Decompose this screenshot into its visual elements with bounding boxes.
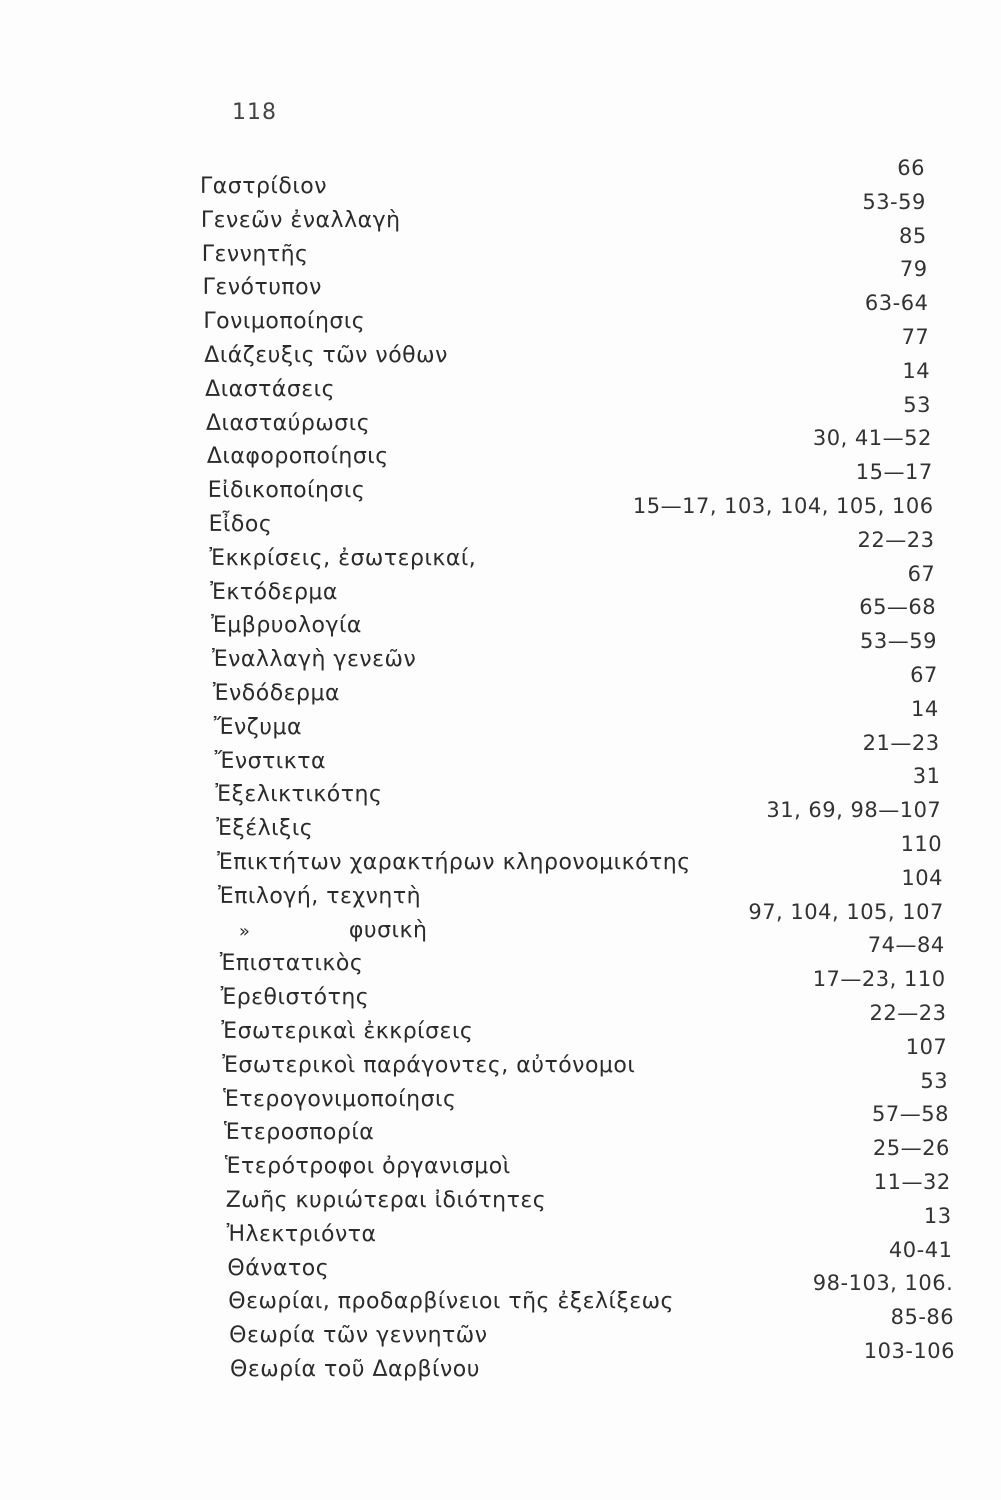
index-entry xyxy=(0,325,1001,368)
index-entry xyxy=(0,629,1001,673)
index-term: Γαστρίδιον xyxy=(200,174,328,199)
index-pages: 14 xyxy=(910,696,939,721)
index-pages: 17—23, 110 xyxy=(812,967,946,992)
index-term: Διασταύρωσις xyxy=(206,410,371,436)
index-term: Θεωρία τῶν γεννητῶν xyxy=(229,1323,488,1349)
index-term: Ἑτεροσπορία xyxy=(224,1120,375,1146)
index-entry xyxy=(0,1034,1001,1078)
index-entry xyxy=(0,426,1001,470)
index-entry xyxy=(0,1102,1001,1146)
index-pages: 15—17 xyxy=(855,460,933,485)
index-entry xyxy=(0,663,1001,706)
index-entry xyxy=(0,832,1001,875)
index-entry xyxy=(0,1203,1001,1247)
index-term: Ἐναλλαγὴ γενεῶν xyxy=(212,647,417,673)
index-entry xyxy=(0,967,1001,1011)
index-pages: 103-106 xyxy=(863,1339,955,1363)
index-pages: 53 xyxy=(920,1068,949,1093)
index-pages: 97, 104, 105, 107 xyxy=(748,899,944,924)
index-entry xyxy=(0,358,1001,402)
index-pages: 40-41 xyxy=(888,1237,953,1262)
index-entry xyxy=(0,899,1001,943)
index-pages: 107 xyxy=(905,1034,948,1059)
index-term: Γενεῶν ἐναλλαγὴ xyxy=(200,207,401,233)
index-pages: 14 xyxy=(902,358,931,383)
index-pages: 67 xyxy=(907,561,936,586)
index-pages: 25—26 xyxy=(872,1136,950,1161)
index-term: Ἠλεκτριόντα xyxy=(226,1221,377,1247)
index-term: Ἐπικτήτων χαρακτήρων κληρονομικότης xyxy=(217,850,691,875)
index-pages: 66 xyxy=(897,156,925,180)
index-pages: 53 xyxy=(903,392,931,417)
index-term: Ἐμβρυολογία xyxy=(211,613,362,639)
index-entry xyxy=(0,1339,1001,1382)
index-pages: 104 xyxy=(901,865,943,890)
index-pages: 30, 41—52 xyxy=(812,426,932,451)
ditto-mark: » xyxy=(238,920,251,942)
index-entry xyxy=(0,730,1001,774)
index-term: Γεννητῆς xyxy=(201,241,309,267)
index-term: Ἐξελικτικότης xyxy=(215,782,383,808)
index-term: Ἑτερότροφοι ὀργανισμοὶ xyxy=(224,1154,511,1180)
index-pages: 98-103, 106. xyxy=(812,1271,954,1296)
index-pages: 53—59 xyxy=(860,629,937,654)
index-entry xyxy=(0,1271,1001,1315)
index-term: Ἔνστικτα xyxy=(214,748,326,774)
index-pages: 15—17, 103, 104, 105, 106 xyxy=(632,494,934,518)
index-entry xyxy=(0,561,1001,605)
index-pages: 74—84 xyxy=(867,933,945,958)
index-pages: 31 xyxy=(912,764,941,789)
index-term: Διάζευξις τῶν νόθων xyxy=(204,343,448,368)
index-pages: 57—58 xyxy=(872,1102,949,1127)
index-pages: 11—32 xyxy=(873,1170,951,1194)
index-term: Ἐκτόδερμα xyxy=(210,579,338,605)
index-entry xyxy=(0,189,1001,233)
index-term: Ἐπιλογή, τεχνητὴ xyxy=(218,883,422,909)
index-term: Εἰδικοποίησις xyxy=(207,478,366,504)
index-term: Ἐξέλιξις xyxy=(216,816,314,842)
index-term: Ἔνζυμα xyxy=(213,714,302,740)
index-term: Ἐπιστατικὸς xyxy=(219,951,364,977)
index-term: Γονιμοποίησις xyxy=(203,309,366,335)
index-entry xyxy=(0,696,1001,740)
index-pages: 63-64 xyxy=(864,291,929,316)
index-term: Ἐρεθιστότης xyxy=(220,985,370,1011)
index-pages: 77 xyxy=(901,325,930,349)
index-term: Εἶδος xyxy=(208,512,273,537)
page-number: 118 xyxy=(232,100,277,125)
index-entry xyxy=(0,527,1001,571)
index-entry xyxy=(0,798,1001,842)
index-term: Ἐσωτερικαὶ ἐκκρίσεις xyxy=(221,1019,474,1044)
index-term: Διαστάσεις xyxy=(205,376,336,402)
index-pages: 31, 69, 98—107 xyxy=(766,798,942,823)
index-entry xyxy=(0,1068,1001,1112)
index-pages: 21—23 xyxy=(862,730,940,755)
index-term: Διαφοροποίησις xyxy=(206,444,389,470)
index-pages: 13 xyxy=(923,1203,952,1228)
index-term: Ζωῆς κυριώτεραι ἰδιότητες xyxy=(225,1188,547,1213)
index-pages: 85-86 xyxy=(890,1305,955,1330)
index-pages: 67 xyxy=(910,663,938,687)
index-entry xyxy=(0,595,1001,639)
index-term: Θεωρία τοῦ Δαρβίνου xyxy=(230,1357,480,1382)
index-entry xyxy=(0,291,1001,335)
index-pages: 53-59 xyxy=(862,189,926,214)
index-entry xyxy=(0,1170,1001,1213)
index-term: Θεωρίαι, προδαρβίνειοι τῆς ἐξελίξεως xyxy=(228,1289,674,1315)
index-term: Γενότυπον xyxy=(202,275,322,301)
index-entry xyxy=(0,1001,1001,1044)
index-term: Θάνατος xyxy=(227,1255,330,1281)
index-term: Ἑτερογονιμοποίησις xyxy=(223,1086,457,1112)
index-term: Ἐσωτερικοὶ παράγοντες, αὐτόνομοι xyxy=(222,1052,636,1078)
index-term-text: φυσικὴ xyxy=(348,917,428,943)
index-entry xyxy=(0,494,1001,537)
index-entry xyxy=(0,1136,1001,1180)
index-pages: 65—68 xyxy=(859,595,937,620)
index-pages: 79 xyxy=(899,257,928,282)
index-pages: 85 xyxy=(898,223,927,248)
index-entry xyxy=(0,223,1001,267)
index-term: Ἐκκρίσεις, ἐσωτερικαί, xyxy=(209,545,477,571)
index-entry xyxy=(0,1305,1001,1349)
index-entry xyxy=(0,156,1001,199)
index-pages: 110 xyxy=(900,832,943,856)
index-entry xyxy=(0,257,1001,301)
index-pages: 22—23 xyxy=(857,527,935,552)
index-term: Ἐνδόδερμα xyxy=(212,681,341,706)
index-pages: 22—23 xyxy=(869,1001,947,1025)
